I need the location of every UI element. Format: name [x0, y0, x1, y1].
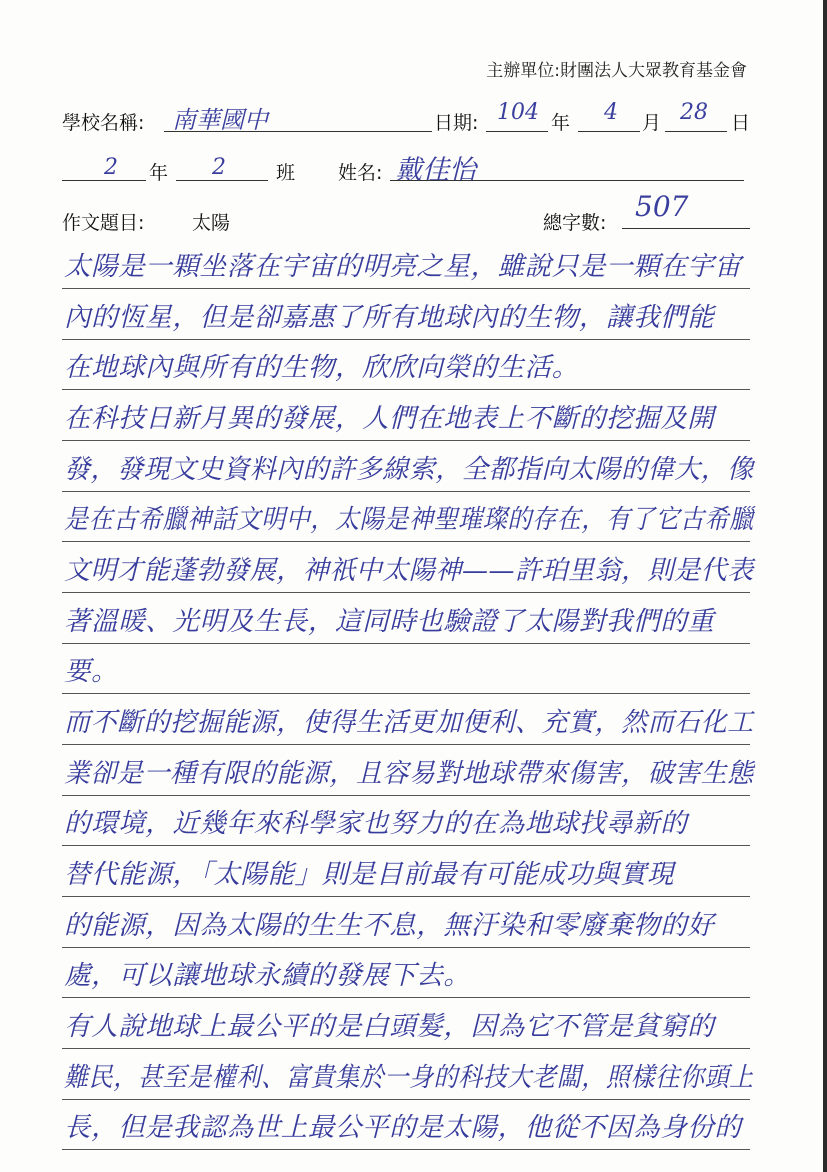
essay-line: 內的恆星，但是卻嘉惠了所有地球內的生物，讓我們能: [64, 302, 715, 333]
rule-line: [62, 693, 750, 694]
essay-line: 在地球內與所有的生物，欣欣向榮的生活。: [64, 352, 579, 383]
grade-label: 年: [149, 162, 169, 184]
rule-line: [62, 592, 750, 593]
name-line: [390, 180, 744, 181]
year-label: 年: [551, 112, 571, 134]
rule-line: [62, 339, 750, 340]
date-year-value: 104: [497, 100, 539, 125]
month-label: 月: [642, 112, 662, 134]
essay-line: 長，但是我認為世上最公平的是太陽，他從不因為身份的: [64, 1112, 742, 1143]
rule-line: [62, 1099, 750, 1100]
word-count-line: [622, 228, 750, 229]
essay-line: 著溫暖、光明及生長，這同時也驗證了太陽對我們的重: [64, 606, 715, 637]
date-day-value: 28: [680, 100, 708, 125]
name-value: 戴佳怡: [395, 155, 476, 186]
essay-line: 業卻是一種有限的能源，且容易對地球帶來傷害，破害生態: [64, 758, 754, 789]
name-label: 姓名:: [338, 162, 383, 184]
essay-line: 在科技日新月異的發展，人們在地表上不斷的挖掘及開: [64, 403, 715, 434]
rule-line: [62, 947, 750, 948]
page-edge: [823, 0, 827, 1172]
essay-line: 的能源，因為太陽的生生不息，無汙染和零廢棄物的好: [64, 910, 715, 941]
year-line: [486, 131, 548, 132]
essay-line: 難民，甚至是權利、富貴集於一身的科技大老闆，照樣往你頭上: [64, 1062, 754, 1093]
class-line: [176, 180, 268, 181]
rule-line: [62, 643, 750, 644]
day-line: [665, 131, 727, 132]
rule-line: [62, 440, 750, 441]
rule-line: [62, 845, 750, 846]
rule-line: [62, 541, 750, 542]
organizer-label: 主辦單位:財團法人大眾教育基金會: [486, 61, 747, 81]
grade-value: 2: [104, 155, 118, 180]
rule-line: [62, 997, 750, 998]
essay-line: 處，可以讓地球永續的發展下去。: [64, 960, 471, 991]
rule-line: [62, 491, 750, 492]
school-line: [164, 131, 432, 132]
essay-line: 替代能源，「太陽能」則是目前最有可能成功與實現: [64, 859, 675, 890]
rule-line: [62, 896, 750, 897]
rule-line: [62, 288, 750, 289]
essay-line: 發，發現文史資料內的許多線索，全都指向太陽的偉大，像: [64, 454, 754, 485]
class-label: 班: [276, 162, 296, 184]
rule-line: [62, 1149, 750, 1150]
month-line: [578, 131, 640, 132]
grade-line: [62, 180, 146, 181]
essay-line: 是在古希臘神話文明中，太陽是神聖璀璨的存在，有了它古希臘: [64, 504, 754, 535]
rule-line: [62, 1048, 750, 1049]
rule-line: [62, 795, 750, 796]
essay-line: 文明才能蓬勃發展，神祇中太陽神——許珀里翁，則是代表: [64, 555, 754, 586]
topic-label: 作文題目:: [62, 212, 145, 234]
essay-line: 要。: [64, 656, 119, 687]
word-count-value: 507: [635, 190, 689, 223]
word-count-label: 總字數:: [543, 212, 607, 234]
day-label: 日: [731, 112, 751, 134]
topic-value: 太陽: [192, 212, 231, 234]
essay-line: 而不斷的挖掘能源，使得生活更加便利、充實，然而石化工: [64, 707, 754, 738]
rule-line: [62, 389, 750, 390]
class-value: 2: [212, 155, 226, 180]
essay-line: 太陽是一顆坐落在宇宙的明亮之星，雖說只是一顆在宇宙: [64, 251, 742, 282]
date-month-value: 4: [604, 100, 618, 125]
school-value: 南華國中: [172, 106, 268, 134]
school-label: 學校名稱:: [62, 112, 145, 134]
essay-line: 的環境，近幾年來科學家也努力的在為地球找尋新的: [64, 808, 688, 839]
date-label: 日期:: [434, 112, 479, 134]
essay-line: 有人說地球上最公平的是白頭髮，因為它不管是貧窮的: [64, 1011, 715, 1042]
rule-line: [62, 744, 750, 745]
